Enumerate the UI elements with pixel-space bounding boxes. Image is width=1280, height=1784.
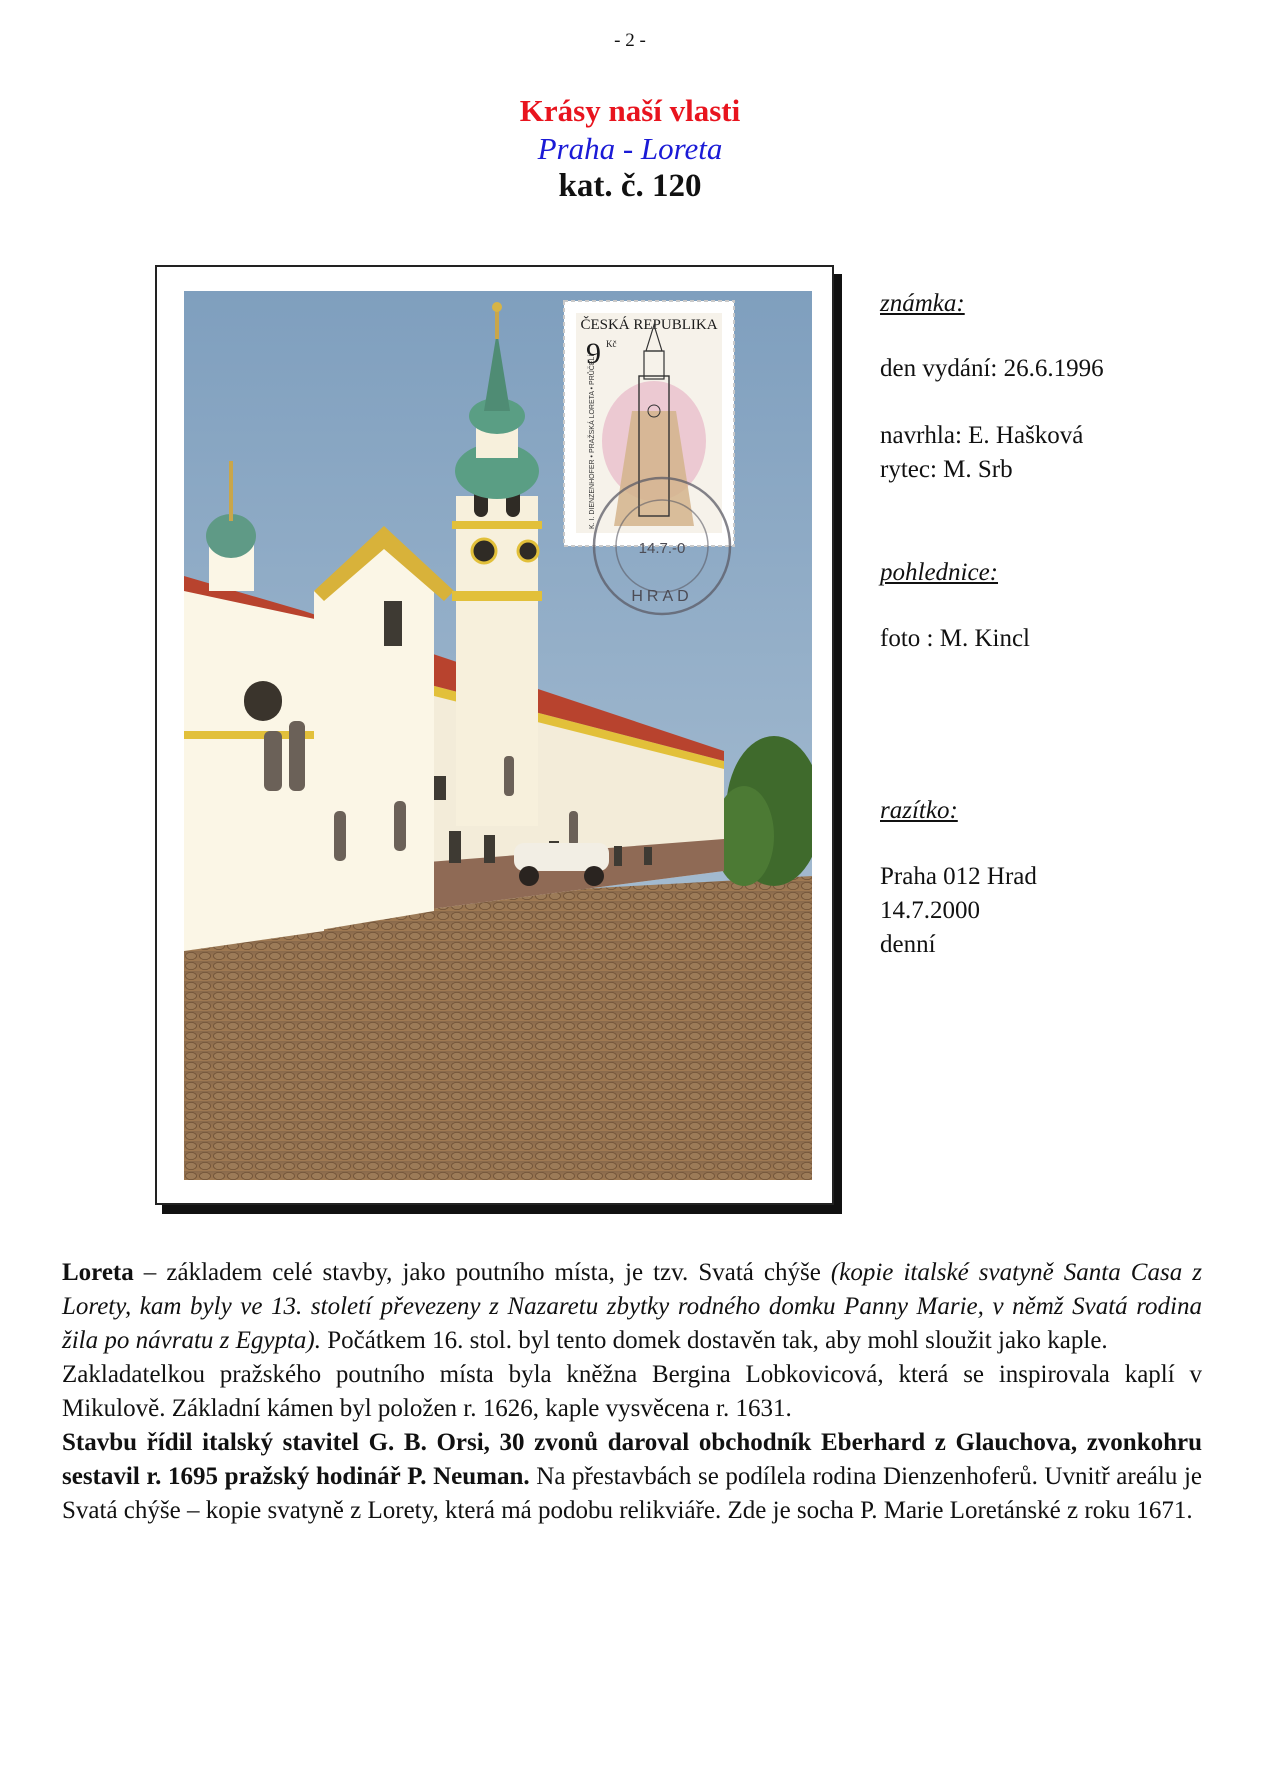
- description-p3-bold: Stavbu řídil italský stavitel G. B. Orsi, 30 zvonů daroval obchodník Eberhard z Glauchova, zvonkohru sestavil r. 1695 pražský hodinář P. Neuman.: [62, 1429, 1202, 1490]
- stamp-side-text: K. I. DIENZENHOFER • PRAŽSKÁ LORETA • PRŮČELÍ: [589, 354, 596, 529]
- postage-stamp: [564, 301, 734, 546]
- catalog-number: kat. č. 120: [558, 168, 702, 204]
- postmark-heading: razítko:: [880, 797, 958, 824]
- series-title: Krásy naší vlasti: [519, 93, 741, 128]
- postmark-place: Praha 012 Hrad: [880, 863, 1037, 890]
- description: [62, 1256, 1202, 1528]
- description-p1-a: – základem celé stavby, jako poutního místa, je tzv. Svatá chýše: [133, 1259, 831, 1286]
- postcard-photo: [184, 291, 812, 1180]
- description-lead: Loreta: [62, 1259, 134, 1286]
- postcard-heading: pohlednice:: [880, 559, 999, 586]
- issue-date: den vydání: 26.6.1996: [880, 355, 1104, 382]
- description-paragraph-3: [62, 1426, 1202, 1528]
- stamp-designer: navrhla: E. Hašková: [880, 422, 1084, 449]
- description-p1-italic: (kopie italské svatyně Santa Casa z Lorety, kam byly ve 13. století převezeny z Nazaretu zbytky rodného domku Panny Marie, v němž Svatá rodina žila po návratu z Egypta).: [62, 1259, 1202, 1354]
- stamp-currency: Kč: [606, 339, 617, 349]
- description-p3-rest: Na přestavbách se podílela rodina Dienzenhoferů. Uvnitř areálu je Svatá chýše – kopie svatyně z Lorety, která má podobu relikviáře. Zde je socha P. Marie Loretánské z roku 1671.: [62, 1463, 1202, 1524]
- postcard-photographer: foto : M. Kincl: [880, 625, 1030, 652]
- postmark-text: HRAD: [631, 588, 693, 605]
- description-p1-b: Počátkem 16. stol. byl tento domek dostavěn tak, aby mohl sloužit jako kaple.: [321, 1327, 1108, 1354]
- stamp-value: 9: [586, 337, 601, 370]
- subject-title: Praha - Loreta: [537, 131, 723, 166]
- stamp-heading: známka:: [880, 290, 965, 317]
- description-paragraph-1: [62, 1256, 1202, 1358]
- page-number: - 2 -: [614, 30, 646, 51]
- stamp-engraver: rytec: M. Srb: [880, 456, 1013, 483]
- postmark-date-text: 14.7.2000: [880, 897, 980, 924]
- postmark-type: denní: [880, 931, 936, 958]
- stamp-country: ČESKÁ REPUBLIKA: [580, 317, 718, 333]
- description-paragraph-2: Zakladatelkou pražského poutního místa byla kněžna Bergina Lobkovicová, která se inspirovala kaplí v Mikulově. Základní kámen byl položen r. 1626, kaple vysvěcena r. 1631.: [62, 1361, 1202, 1422]
- loreta-illustration: [184, 291, 812, 1180]
- postmark-date: 14.7.-0: [638, 540, 686, 557]
